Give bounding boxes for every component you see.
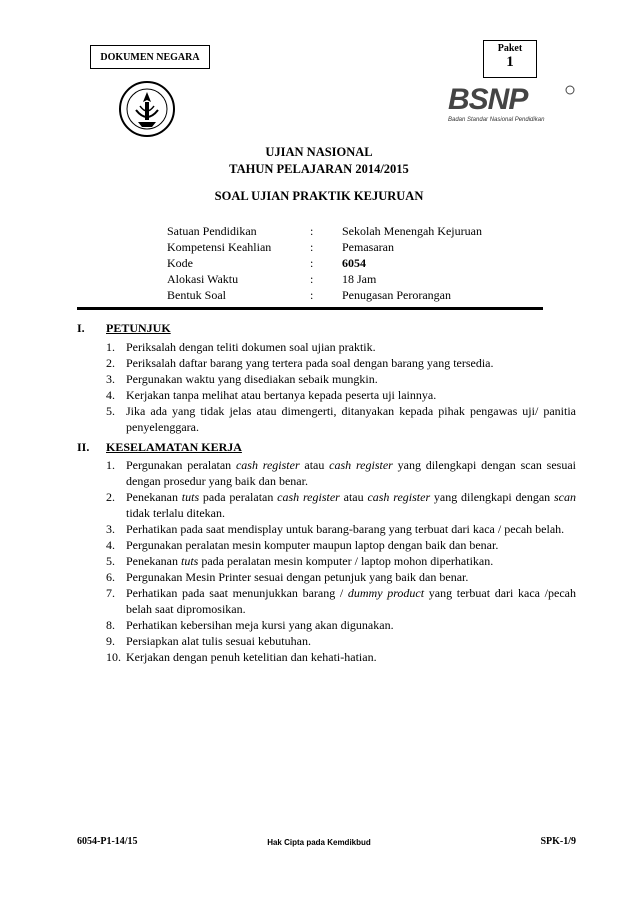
list-item: 3. Perhatikan pada saat mendisplay untuk barang-barang yang terbuat dari kaca / pecah belah. (106, 521, 576, 537)
list-item-text: Pergunakan Mesin Printer sesuai dengan petunjuk yang baik dan benar. (126, 570, 469, 584)
exam-title: UJIAN NASIONAL (265, 145, 373, 159)
info-row (167, 256, 482, 272)
info-key: Alokasi Waktu (167, 272, 239, 286)
tut-wuri-handayani-seal-icon (118, 80, 176, 138)
list-item-text: Persiapkan alat tulis sesuai kebutuhan. (126, 634, 311, 648)
list-item: 2. Penekanan tuts pada peralatan cash register atau cash register yang dilengkapi dengan scan tidak terlalu ditekan. (106, 490, 576, 520)
document-label: DOKUMEN NEGARA (90, 45, 210, 69)
paket-label: Paket (497, 43, 523, 54)
list-item: 1. Periksalah dengan teliti dokumen soal ujian praktik. (106, 339, 576, 355)
info-row (167, 224, 482, 240)
info-colon: : (310, 272, 314, 286)
list-item: 9. Persiapkan alat tulis sesuai kebutuhan. (106, 633, 576, 649)
header-divider (77, 307, 543, 310)
list-item: 2. Periksalah daftar barang yang tertera pada soal dengan barang yang tersedia. (106, 355, 576, 371)
paket-number: 1 (506, 54, 514, 70)
list-item-text: Pergunakan peralatan cash register atau cash register yang dilengkapi dengan scan sesuai dengan prosedur yang baik dan benar. (126, 458, 577, 488)
exam-subtitle: SOAL UJIAN PRAKTIK KEJURUAN (214, 189, 424, 203)
list-item-text: Kerjakan dengan penuh ketelitian dan kehati-hatian. (126, 650, 377, 664)
list-item: 6. Pergunakan Mesin Printer sesuai dengan petunjuk yang baik dan benar. (106, 569, 576, 585)
info-key: Bentuk Soal (167, 288, 226, 302)
info-row (167, 272, 482, 288)
info-key: Kode (167, 256, 193, 270)
paket-box (483, 40, 537, 78)
list-item-text: Penekanan tuts pada peralatan cash register atau cash register yang dilengkapi dengan scan tidak terlalu ditekan. (126, 490, 576, 520)
list-item: 5. Penekanan tuts pada peralatan mesin komputer / laptop mohon diperhatikan. (106, 553, 576, 569)
list-item: 10. Kerjakan dengan penuh ketelitian dan kehati-hatian. (106, 649, 576, 665)
footer-code: 6054-P1-14/15 (77, 836, 138, 847)
footer-page: SPK-1/9 (540, 836, 576, 847)
section-number: II. (77, 440, 90, 454)
info-value: Pemasaran (342, 240, 394, 254)
list-item-text: Kerjakan tanpa melihat atau bertanya kepada peserta uji lainnya. (126, 388, 437, 402)
list-item-text: Penekanan tuts pada peralatan mesin komputer / laptop mohon diperhatikan. (126, 554, 494, 568)
section-heading: PETUNJUK (106, 321, 171, 335)
info-colon: : (310, 288, 314, 302)
section-number: I. (77, 321, 85, 335)
exam-info-table (167, 224, 482, 304)
info-value: Penugasan Perorangan (342, 288, 451, 302)
info-value: 6054 (342, 256, 366, 270)
info-key: Kompetensi Keahlian (167, 240, 272, 254)
info-value: Sekolah Menengah Kejuruan (342, 224, 482, 238)
safety-list (106, 457, 576, 665)
info-row (167, 240, 482, 256)
list-item-text: Periksalah daftar barang yang tertera pada soal dengan barang yang tersedia. (126, 356, 494, 370)
list-item: 4. Pergunakan peralatan mesin komputer maupun laptop dengan baik dan benar. (106, 537, 576, 553)
list-item: 8. Perhatikan kebersihan meja kursi yang akan digunakan. (106, 617, 576, 633)
footer-copyright: Hak Cipta pada Kemdikbud (267, 838, 371, 847)
list-item-text: Jika ada yang tidak jelas atau dimengerti, ditanyakan kepada pihak pengawas uji/ panitia penyelenggara. (126, 404, 576, 434)
svg-text:BSNP: BSNP (448, 84, 528, 114)
bsnp-subtitle: Badan Standar Nasional Pendidikan (448, 117, 545, 123)
list-item-text: Perhatikan kebersihan meja kursi yang akan digunakan. (126, 618, 394, 632)
list-item: 7. Perhatikan pada saat menunjukkan barang / dummy product yang terbuat dari kaca /pecah belah saat dipromosikan. (106, 586, 576, 616)
academic-year: TAHUN PELAJARAN 2014/2015 (229, 162, 409, 176)
list-item-text: Perhatikan pada saat mendisplay untuk barang-barang yang terbuat dari kaca / pecah belah. (126, 522, 565, 536)
list-item-text: Pergunakan waktu yang disediakan sebaik mungkin. (126, 372, 378, 386)
list-item-text: Periksalah dengan teliti dokumen soal ujian praktik. (126, 340, 376, 354)
info-row (167, 288, 482, 304)
list-item: 1. Pergunakan peralatan cash register atau cash register yang dilengkapi dengan scan sesuai dengan prosedur yang baik dan benar. (106, 458, 577, 488)
bsnp-logo (448, 84, 578, 124)
info-colon: : (310, 240, 314, 254)
section-heading: KESELAMATAN KERJA (106, 440, 242, 454)
instruction-list (106, 339, 576, 435)
list-item-text: Perhatikan pada saat menunjukkan barang / dummy product yang terbuat dari kaca /pecah belah saat dipromosikan. (126, 586, 576, 616)
list-item: 4. Kerjakan tanpa melihat atau bertanya kepada peserta uji lainnya. (106, 387, 576, 403)
info-colon: : (310, 256, 314, 270)
info-key: Satuan Pendidikan (167, 224, 257, 238)
info-colon: : (310, 224, 314, 238)
list-item: 3. Pergunakan waktu yang disediakan sebaik mungkin. (106, 371, 576, 387)
list-item-text: Pergunakan peralatan mesin komputer maupun laptop dengan baik dan benar. (126, 538, 499, 552)
info-value: 18 Jam (342, 272, 377, 286)
list-item: 5. Jika ada yang tidak jelas atau dimengerti, ditanyakan kepada pihak pengawas uji/ panitia penyelenggara. (106, 404, 576, 434)
